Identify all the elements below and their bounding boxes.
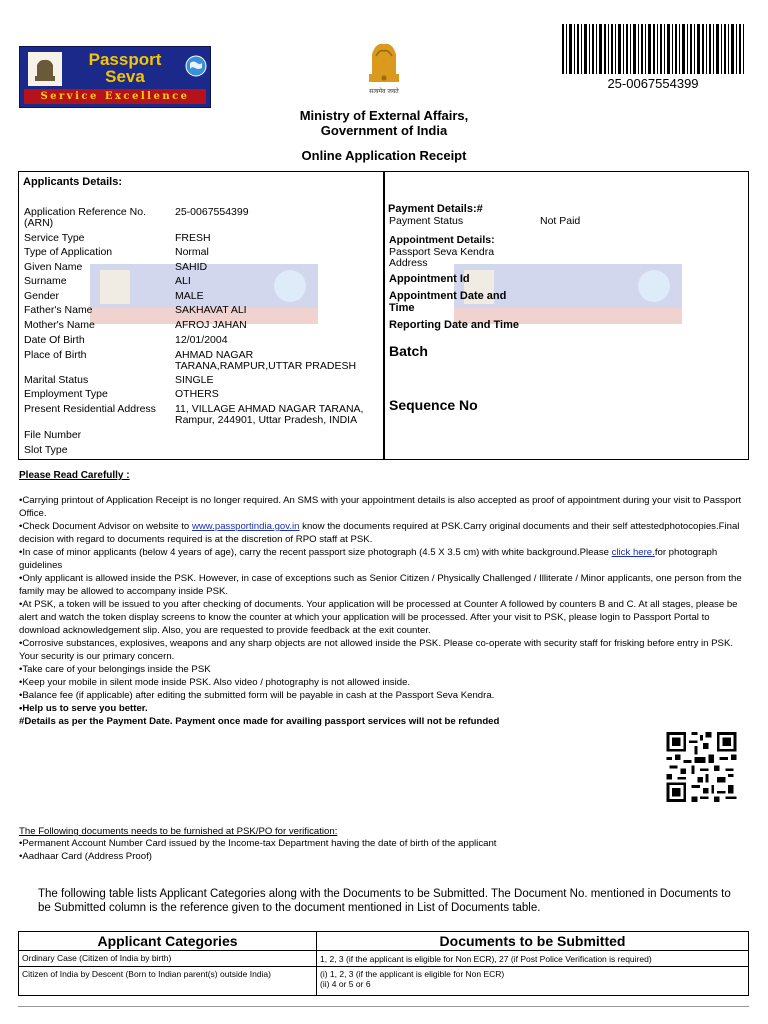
field-label-given-name: Given Name [24, 261, 83, 273]
field-label-address: Present Residential Address [24, 403, 156, 415]
field-value-father-name: SAKHAVAT ALI [175, 304, 247, 316]
field-label-surname: Surname [24, 275, 67, 287]
note-item: •Keep your mobile in silent mode inside PSK. Also video / photography is not allowed inside. [19, 677, 411, 688]
note-item: •In case of minor applicants (below 4 years of age), carry the recent passport size photograph (4.5 X 3.5 cm) with white background.Please click here.for photograph guidelines [19, 547, 718, 571]
documents-cell: (i) 1, 2, 3 (if the applicant is eligible for Non ECR) (ii) 4 or 5 or 6 [317, 967, 749, 996]
payment-heading: Payment Details:# [388, 203, 483, 215]
appointment-id-label: Appointment Id [389, 273, 470, 285]
national-emblem-icon [28, 52, 62, 86]
payment-note: #Details as per the Payment Date. Payment once made for availing passport services will not be refunded [19, 716, 500, 727]
field-value-arn: 25-0067554399 [175, 206, 249, 218]
col-documents-to-be-submitted: Documents to be Submitted [317, 932, 749, 951]
table-intro: The following table lists Applicant Categories along with the Documents to be Submitted. The Document No. mentioned in Documents to be Submitted column is the reference given to the document mentioned in List of Documents table. [38, 888, 731, 914]
passport-seva-logo [19, 46, 211, 108]
payment-status-value: Not Paid [540, 215, 581, 227]
bottom-rule [18, 1006, 749, 1007]
documents-list [19, 838, 496, 863]
field-value-given-name: SAHID [175, 261, 208, 273]
photo-guidelines-link[interactable]: click here. [611, 547, 655, 558]
field-value-place-of-birth: AHMAD NAGAR TARANA,RAMPUR,UTTAR PRADESH [175, 349, 357, 372]
note-item: •Check Document Advisor on website to www.passportindia.gov.in know the documents required at PSK.Carry original documents and their self attestedphotocopies.Final decision with regard to documents required is at the discretion of RPO staff at PSK. [19, 521, 740, 545]
field-label-place-of-birth: Place of Birth [24, 349, 87, 361]
logo-title: Passport Seva [88, 50, 162, 86]
document-item: •Permanent Account Number Card issued by the Income-tax Department having the date of birth of the applicant [19, 838, 497, 849]
barcode-number: 25-0067554399 [607, 76, 699, 91]
col-applicant-categories: Applicant Categories [19, 932, 317, 951]
document-item: •Aadhaar Card (Address Proof) [19, 850, 152, 862]
appointment-heading: Appointment Details: [389, 234, 495, 246]
field-label-employment-type: Employment Type [24, 388, 108, 400]
field-value-address: 11, VILLAGE AHMAD NAGAR TARANA, Rampur, 244901, Uttar Pradesh, INDIA [175, 403, 364, 426]
field-label-file-number: File Number [24, 429, 82, 441]
field-value-dob: 12/01/2004 [175, 334, 228, 346]
note-item: •Carrying printout of Application Receipt is no longer required. An SMS with your appointment details is also accepted as proof of appointment during your visit to Passport Office. [19, 495, 742, 519]
note-item: •Balance fee (if applicable) after editing the submitted form will be payable in cash at the Passport Seva Kendra. [19, 690, 495, 701]
field-label-arn: Application Reference No. (ARN) [24, 206, 146, 229]
field-label-slot-type: Slot Type [24, 444, 68, 456]
sequence-label: Sequence No [389, 397, 478, 413]
payment-status-label: Payment Status [389, 215, 464, 227]
documents-cell: 1, 2, 3 (if the applicant is eligible for Non ECR), 27 (if Post Police Verification is required) [317, 951, 749, 967]
emblem-caption: सत्यमेव जयते [369, 88, 399, 95]
table-row [19, 951, 749, 967]
note-item: •Only applicant is allowed inside the PSK. However, in case of exceptions such as Senior Citizen / Physically Challenged / Illiterate / Minor applicants, one person from the family may be allowed to accompany inside PSK. [19, 573, 742, 597]
passport-portal-link[interactable]: www.passportindia.gov.in [191, 521, 300, 532]
receipt-title: Online Application Receipt [301, 148, 467, 163]
table-row [19, 967, 749, 996]
reporting-datetime-label: Reporting Date and Time [389, 319, 519, 331]
documents-heading: The Following documents needs to be furnished at PSK/PO for verification: [19, 826, 338, 837]
ashoka-emblem-icon [364, 38, 404, 100]
field-label-marital-status: Marital Status [24, 374, 89, 386]
psk-address-label: Passport Seva Kendra Address [389, 246, 495, 269]
field-label-dob: Date Of Birth [24, 334, 85, 346]
note-item: •Take care of your belongings inside the PSK [19, 664, 211, 675]
category-cell: Ordinary Case (Citizen of India by birth) [19, 951, 317, 967]
note-item: •Corrosive substances, explosives, weapons and any sharp objects are not allowed inside the PSK. Please co-operate with security staff for frisking before entry in PSK. Your security is our primary concern. [19, 638, 734, 662]
field-value-application-type: Normal [175, 246, 209, 258]
note-item: •At PSK, a token will be issued to you after checking of documents. Your application will be processed at Counter A followed by counters B and C. At all stages, please be alert and watch the token display screens to know the counter at which your application will be processed. After your visit to PSK, please login to Passport Portal to download acknowledgement slip. Also, you are requested to provide feedback at the exit counter. [19, 599, 738, 636]
field-value-service-type: FRESH [175, 232, 211, 244]
field-label-father-name: Father's Name [24, 304, 93, 316]
category-cell: Citizen of India by Descent (Born to Indian parent(s) outside India) [19, 967, 317, 996]
field-value-marital-status: SINGLE [175, 374, 214, 386]
batch-label: Batch [389, 343, 428, 359]
appointment-datetime-label: Appointment Date and Time [389, 290, 507, 314]
help-note: •Help us to serve you better. [19, 703, 148, 714]
applicants-heading: Applicants Details: [23, 176, 123, 188]
field-label-application-type: Type of Application [24, 246, 113, 258]
instructions [19, 494, 753, 728]
field-label-gender: Gender [24, 290, 60, 302]
globe-icon [185, 55, 207, 77]
ministry-heading: Ministry of External Affairs, Government of India [299, 108, 469, 138]
field-value-mother-name: AFROJ JAHAN [175, 319, 247, 331]
read-carefully-heading: Please Read Carefully : [19, 470, 130, 481]
applicant-categories-table [18, 931, 749, 996]
logo-tagline: Service Excellence [24, 89, 206, 104]
field-value-employment-type: OTHERS [175, 388, 219, 400]
qr-code [664, 732, 739, 802]
field-value-gender: MALE [175, 290, 204, 302]
field-value-surname: ALI [175, 275, 191, 287]
barcode [562, 24, 744, 74]
details-divider [383, 171, 385, 460]
field-label-service-type: Service Type [24, 232, 85, 244]
field-label-mother-name: Mother's Name [24, 319, 95, 331]
